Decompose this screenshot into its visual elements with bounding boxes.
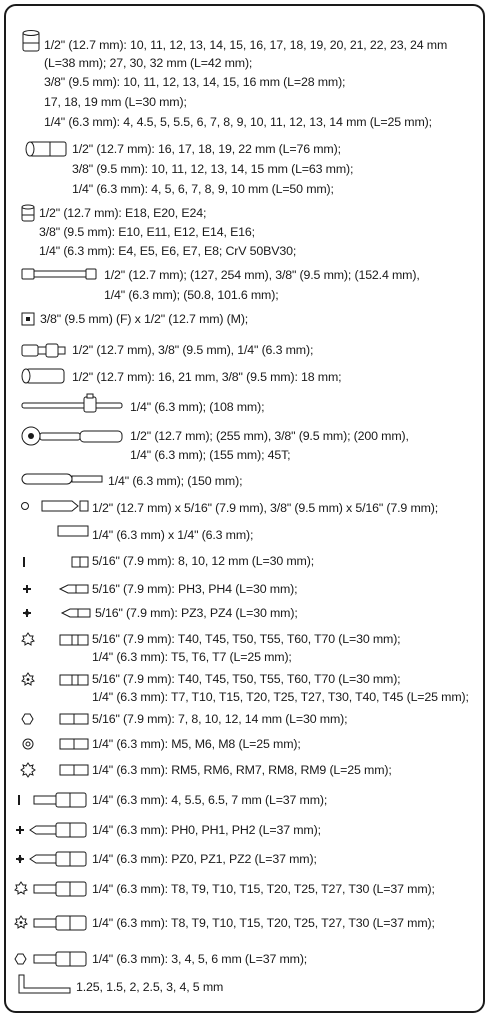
spec-line: 1/4" (6.3 mm): E4, E5, E6, E7, E8; CrV 50BV30; <box>39 244 297 258</box>
spec-line: 1/4" (6.3 mm): T8, T9, T10, T15, T20, T25, T27, T30 (L=37 mm); <box>92 916 435 930</box>
universal-joint-icon <box>20 340 68 360</box>
hex-bit-socket-icon <box>14 948 90 970</box>
t-bar-icon <box>20 393 126 415</box>
spec-line: 1/4" (6.3 mm): M5, M6, M8 (L=25 mm); <box>92 737 301 751</box>
spec-line: 1/4" (6.3 mm); (150 mm); <box>108 474 243 488</box>
pozidriv-bit-icon <box>20 604 92 622</box>
spec-line: 1/2" (12.7 mm), 3/8" (9.5 mm), 1/4" (6.3 mm); <box>72 343 314 357</box>
pozidriv-bit-socket-icon <box>14 848 90 870</box>
spec-line: 1/4" (6.3 mm): PZ0, PZ1, PZ2 (L=37 mm); <box>92 852 317 866</box>
spec-line: 1/4" (6.3 mm): T8, T9, T10, T15, T20, T25, T27, T30 (L=37 mm); <box>92 882 435 896</box>
spec-line: 3/8" (9.5 mm) (F) x 1/2" (12.7 mm) (M); <box>40 312 249 326</box>
extension-bar-icon <box>20 266 100 282</box>
socket-short-icon <box>20 29 42 53</box>
spec-line: 1/2" (12.7 mm) x 5/16" (7.9 mm), 3/8" (9.5 mm) x 5/16" (7.9 mm); <box>92 501 439 515</box>
spec-line: 1/2" (12.7 mm); (255 mm), 3/8" (9.5 mm); (200 mm), <box>130 429 409 443</box>
spec-line: 1/4" (6.3 mm): RM5, RM6, RM7, RM8, RM9 (L=25 mm); <box>92 763 392 777</box>
spec-line: 3/8" (9.5 mm): E10, E11, E12, E14, E16; <box>39 225 255 239</box>
spec-line: 1/4" (6.3 mm): T5, T6, T7 (L=25 mm); <box>92 650 292 664</box>
deep-socket-icon <box>20 138 70 160</box>
ribe-bit-icon <box>20 761 90 779</box>
spec-line: 1/4" (6.3 mm): 4, 5, 6, 7, 8, 9, 10 mm (L=50 mm); <box>72 182 334 196</box>
spec-line: 1/2" (12.7 mm): E18, E20, E24; <box>39 206 207 220</box>
e-torx-socket-icon <box>20 203 36 223</box>
spec-line: (L=38 mm); 27, 30, 32 mm (L=42 mm); <box>44 56 253 70</box>
torx-bit-socket-icon <box>14 878 90 900</box>
spark-plug-socket-icon <box>20 366 68 386</box>
torx-security-bit-icon <box>20 670 90 690</box>
torx-bit-icon <box>20 630 90 650</box>
bit-adapter-icon <box>20 496 90 540</box>
spec-line: 5/16" (7.9 mm): T40, T45, T50, T55, T60, T70 (L=30 mm); <box>92 632 401 646</box>
spec-line: 1/2" (12.7 mm): 16, 17, 18, 19, 22 mm (L=76 mm); <box>72 142 341 156</box>
spec-line: 1/4" (6.3 mm): 4, 4.5, 5, 5.5, 6, 7, 8, 9, 10, 11, 12, 13, 14 mm (L=25 mm); <box>44 115 432 129</box>
ratchet-icon <box>20 424 126 448</box>
screwdriver-handle-icon <box>20 470 106 488</box>
spec-line: 1/2" (12.7 mm): 10, 11, 12, 13, 14, 15, 16, 17, 18, 19, 20, 21, 22, 23, 24 mm <box>44 38 448 52</box>
spec-line: 5/16" (7.9 mm): T40, T45, T50, T55, T60, T70 (L=30 mm); <box>92 672 401 686</box>
spec-line: 1.25, 1.5, 2, 2.5, 3, 4, 5 mm <box>76 980 224 994</box>
spec-line: 1/4" (6.3 mm): PH0, PH1, PH2 (L=37 mm); <box>92 823 321 837</box>
spec-line: 1/2" (12.7 mm); (127, 254 mm), 3/8" (9.5 mm); (152.4 mm), <box>104 268 420 282</box>
hex-key-icon <box>16 972 74 996</box>
spec-line: 1/4" (6.3 mm); (50.8, 101.6 mm); <box>104 288 279 302</box>
phillips-bit-icon <box>20 580 90 598</box>
spec-line: 3/8" (9.5 mm): 10, 11, 12, 13, 14, 15, 16 mm (L=28 mm); <box>44 75 346 89</box>
spec-line: 1/4" (6.3 mm): 3, 4, 5, 6 mm (L=37 mm); <box>92 952 308 966</box>
slotted-bit-socket-icon <box>14 789 90 811</box>
adapter-icon <box>20 311 36 327</box>
spec-line: 5/16" (7.9 mm): 8, 10, 12 mm (L=30 mm); <box>92 554 314 568</box>
torx-security-bit-socket-icon <box>14 912 90 934</box>
spec-line: 3/8" (9.5 mm): 10, 11, 12, 13, 14, 15 mm (L=63 mm); <box>72 162 354 176</box>
spline-bit-icon <box>20 735 90 753</box>
spec-line: 1/4" (6.3 mm); (108 mm); <box>130 400 265 414</box>
spec-line: 17, 18, 19 mm (L=30 mm); <box>44 95 187 109</box>
spec-line: 1/4" (6.3 mm) x 1/4" (6.3 mm); <box>92 528 254 542</box>
slotted-bit-icon <box>20 553 90 571</box>
spec-line: 5/16" (7.9 mm): 7, 8, 10, 12, 14 mm (L=30 mm); <box>92 712 348 726</box>
spec-line: 5/16" (7.9 mm): PH3, PH4 (L=30 mm); <box>92 582 298 596</box>
spec-line: 1/4" (6.3 mm); (155 mm); 45T; <box>130 448 291 462</box>
spec-line: 1/4" (6.3 mm): 4, 5.5, 6.5, 7 mm (L=37 mm); <box>92 793 328 807</box>
hex-bit-icon <box>20 710 90 728</box>
phillips-bit-socket-icon <box>14 819 90 841</box>
spec-line: 5/16" (7.9 mm): PZ3, PZ4 (L=30 mm); <box>95 606 298 620</box>
spec-line: 1/4" (6.3 mm): T7, T10, T15, T20, T25, T27, T30, T40, T45 (L=25 mm); <box>92 690 469 704</box>
spec-line: 1/2" (12.7 mm): 16, 21 mm, 3/8" (9.5 mm): 18 mm; <box>72 370 342 384</box>
